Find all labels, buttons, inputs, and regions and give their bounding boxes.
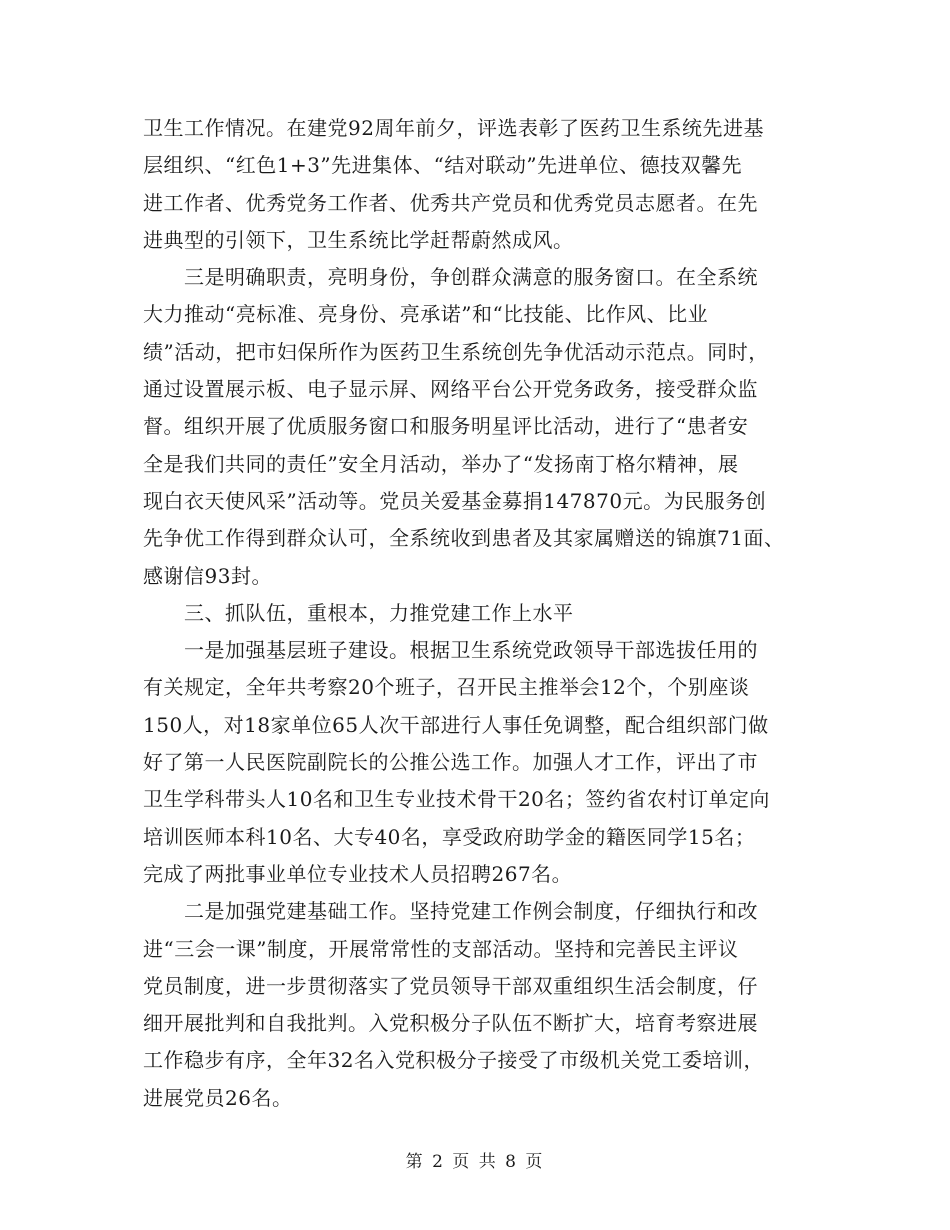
text-line: 有关规定，全年共考察20个班子，召开民主推举会12个，个别座谈 (143, 675, 750, 700)
text-line: 督。组织开展了优质服务窗口和服务明星评比活动，进行了“患者安 (143, 414, 749, 439)
text-line: 进典型的引领下，卫生系统比学赶帮蔚然成风。 (143, 227, 574, 252)
text-line: 卫生工作情况。在建党92周年前夕，评选表彰了医药卫生系统先进基 (143, 116, 764, 140)
text-line: 感谢信93封。 (143, 563, 272, 588)
text-line: 二是加强党建基础工作。坚持党建工作例会制度，仔细执行和改 (143, 899, 758, 924)
text-line: 进“三会一课”制度，开展常常性的支部活动。坚持和完善民主评议 (143, 936, 739, 961)
text-line: 工作稳步有序，全年32名入党积极分子接受了市级机关党工委培训， (143, 1048, 764, 1073)
text-line: 进展党员26名。 (143, 1085, 293, 1110)
text-line: 一是加强基层班子建设。根据卫生系统党政领导干部选拔任用的 (143, 638, 758, 663)
text-line: 完成了两批事业单位专业技术人员招聘267名。 (143, 861, 573, 886)
text-line: 通过设置展示板、电子显示屏、网络平台公开党务政务，接受群众监 (143, 377, 758, 402)
text-line: 先争优工作得到群众认可，全系统收到患者及其家属赠送的锦旗71面、 (143, 526, 785, 551)
text-line: 党员制度，进一步贯彻落实了党员领导干部双重组织生活会制度，仔 (143, 973, 758, 998)
text-line: 培训医师本科10名、大专40名，享受政府助学金的籍医同学15名； (143, 824, 756, 849)
text-line: 卫生学科带头人10名和卫生专业技术骨干20名；签约省农村订单定向 (143, 787, 770, 812)
text-line: 大力推动“亮标准、亮身份、亮承诺”和“比技能、比作风、比业 (143, 302, 709, 327)
text-line: 绩”活动，把市妇保所作为医药卫生系统创先争优活动示范点。同时， (143, 339, 769, 364)
page-number-footer: 第 2 页 共 8 页 (405, 1152, 545, 1172)
text-line: 层组织、“红色1+3”先进集体、“结对联动”先进单位、德技双馨先 (143, 153, 743, 178)
body-text (143, 110, 823, 1117)
text-line: 三是明确职责，亮明身份，争创群众满意的服务窗口。在全系统 (143, 265, 758, 290)
text-line: 细开展批判和自我批判。入党积极分子队伍不断扩大，培育考察进展 (143, 1011, 758, 1036)
text-line: 150人，对18家单位65人次干部进行人事任免调整，配合组织部门做 (143, 712, 769, 737)
text-line: 全是我们共同的责任”安全月活动，举办了“发扬南丁格尔精神，展 (143, 451, 739, 476)
section-heading: 三、抓队伍，重根本，力推党建工作上水平 (143, 600, 574, 625)
text-line: 好了第一人民医院副院长的公推公选工作。加强人才工作，评出了市 (143, 750, 758, 775)
text-line: 现白衣天使风采”活动等。党员关爱基金募捐147870元。为民服务创 (143, 488, 767, 513)
text-line: 进工作者、优秀党务工作者、优秀共产党员和优秀党员志愿者。在先 (143, 190, 758, 215)
